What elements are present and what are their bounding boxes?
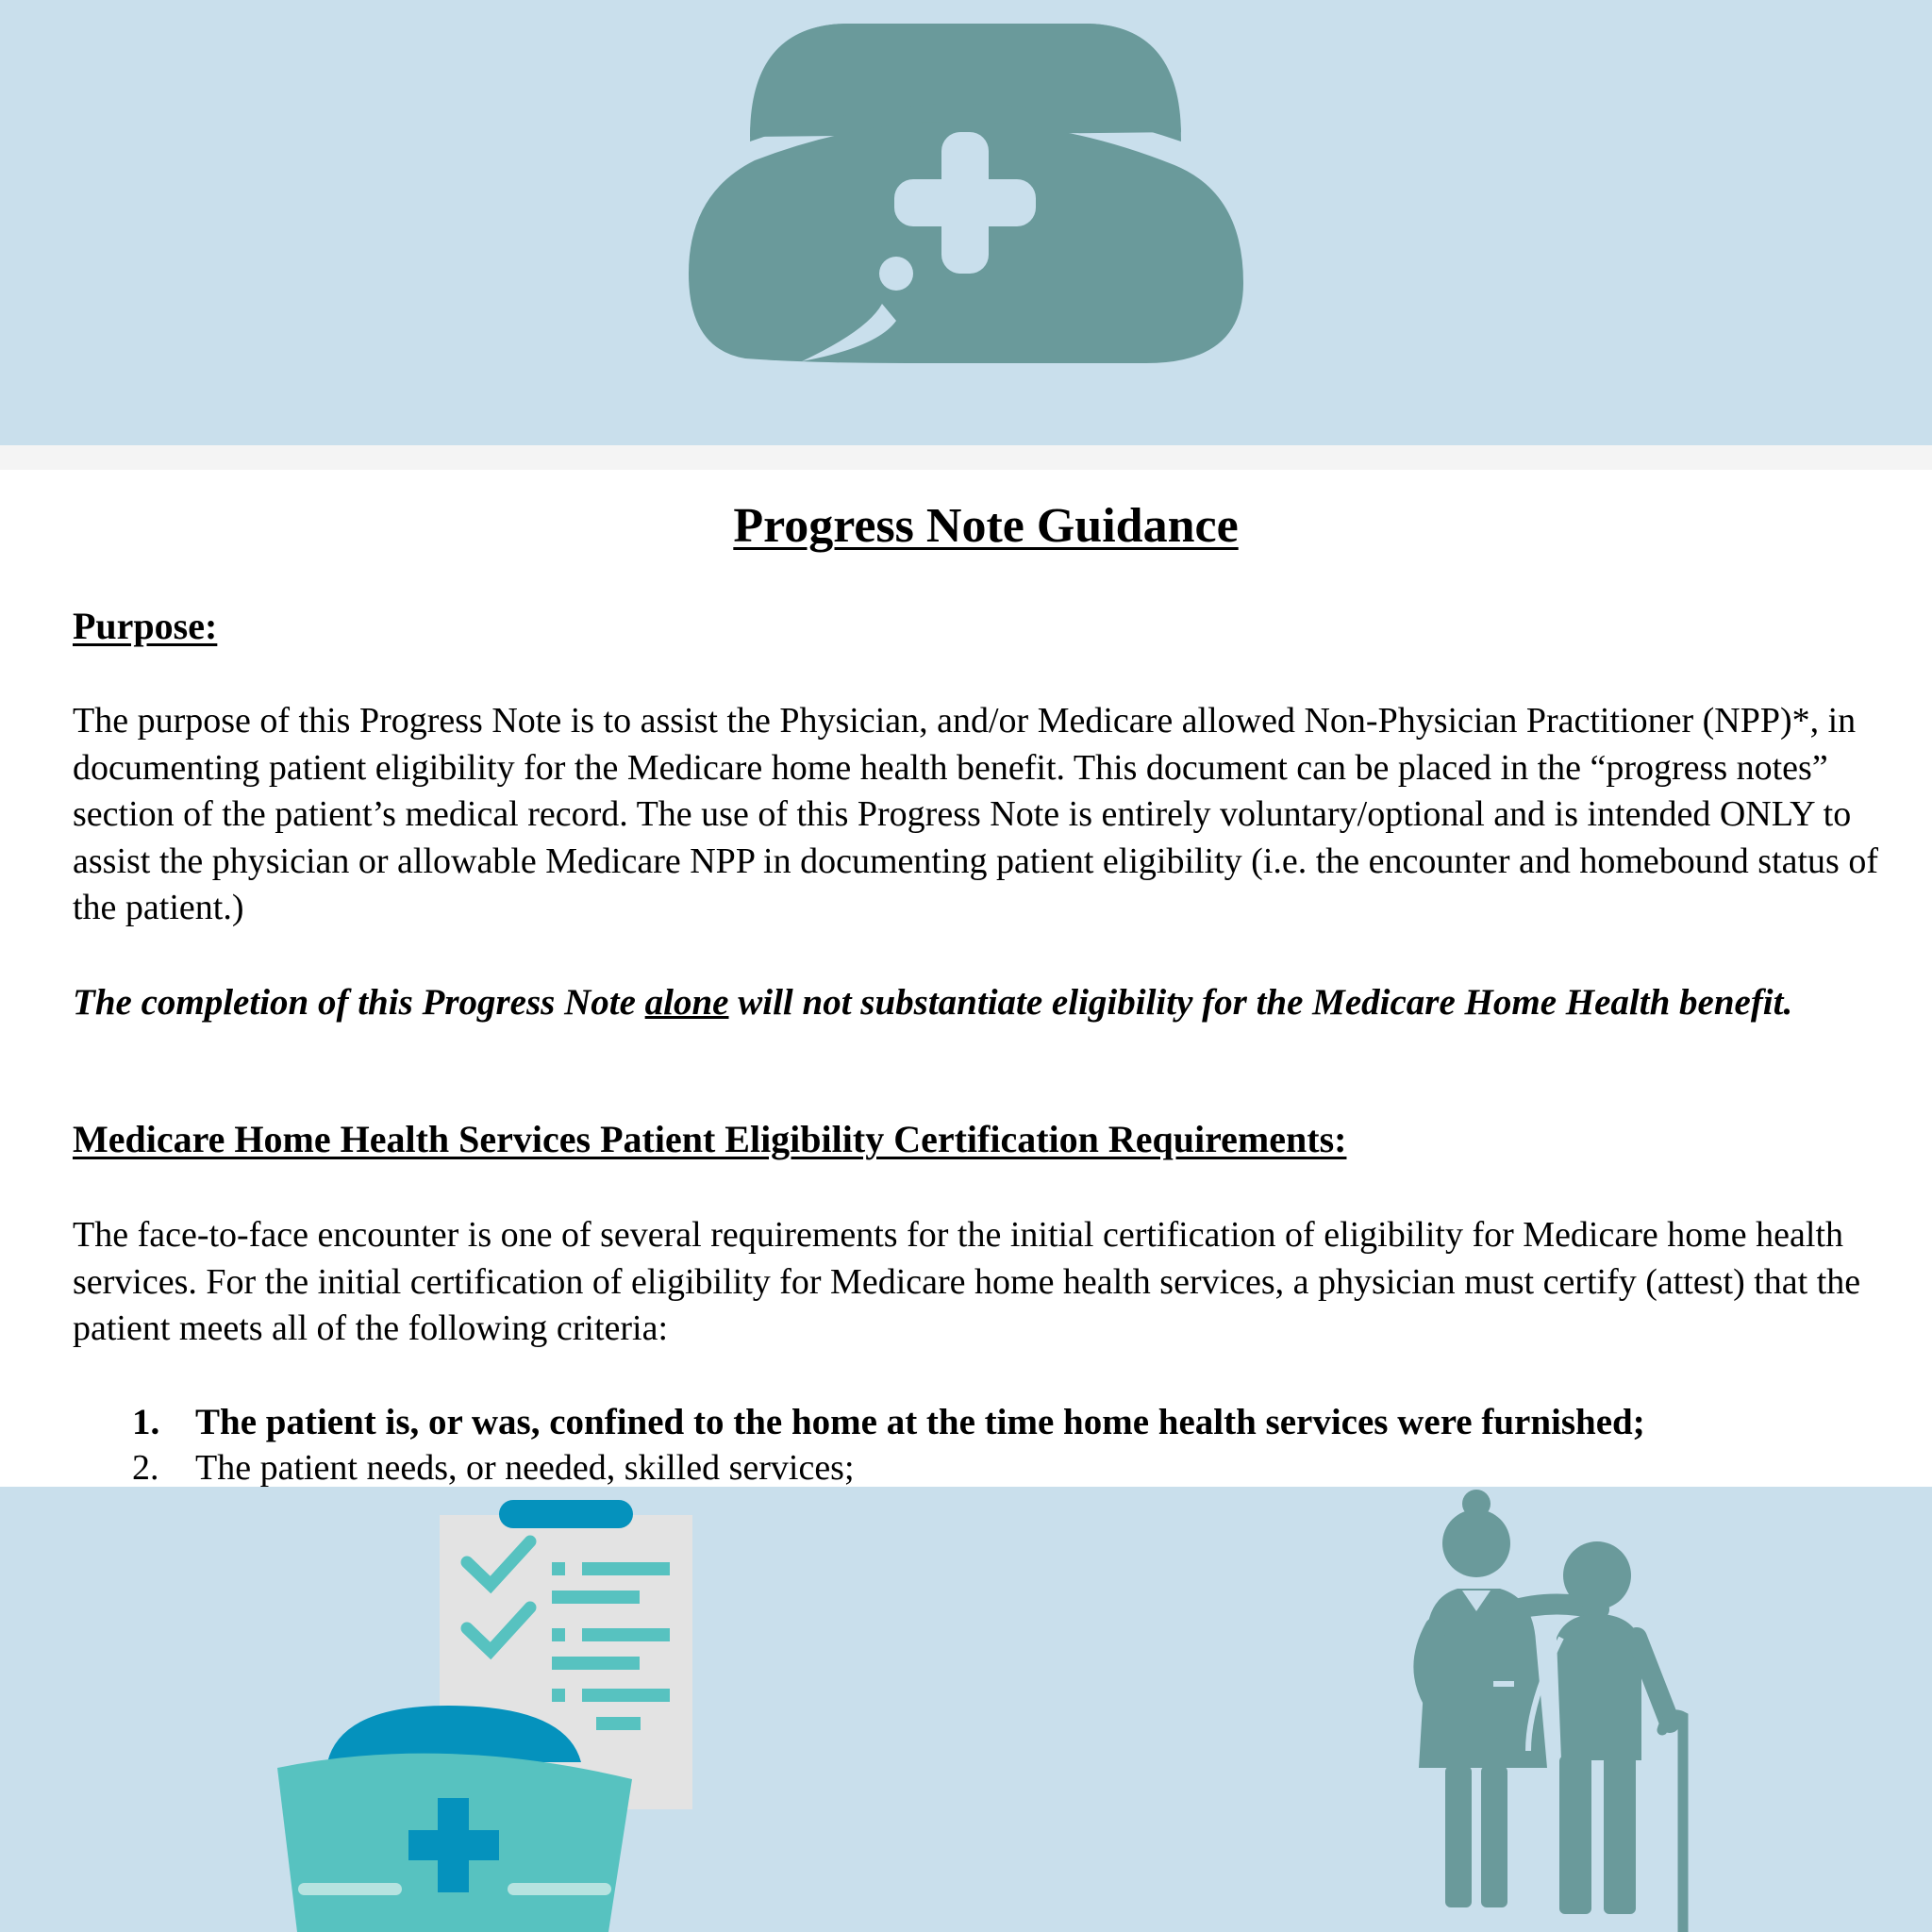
purpose-paragraph: The purpose of this Progress Note is to assist the Physician, and/or Medicare allowed Non-Physician Practitioner (NPP)*, in documenting patient eligibility for the Medicare home health benefit. This document can be placed in the “progress notes” section of the patient’s medical record. The use of this Progress Note is entirely voluntary/optional and is intended ONLY to assist the physician or allowable Medicare NPP in documenting patient eligibility (i.e. the encounter and homebound status of the patient.) [73, 701, 1878, 927]
purpose-heading: Purpose: [73, 605, 218, 647]
nurse-cap-icon [0, 0, 1932, 445]
requirements-heading: Medicare Home Health Services Patient Eligibility Certification Requirements: [73, 1118, 1347, 1160]
requirements-paragraph: The face-to-face encounter is one of several requirements for the initial certification of eligibility for Medicare home health services. For the initial certification of eligibility for Medicare home health services, a physician must certify (attest) that the patient meets all of the following criteria: [73, 1215, 1861, 1348]
toolbar-strip [0, 445, 1932, 472]
criteria-text: The patient needs, or needed, skilled services; [195, 1448, 855, 1487]
criteria-item [132, 1445, 1645, 1487]
criteria-text: The patient is, or was, confined to the home at the time home health services were furnished; [195, 1402, 1645, 1442]
disclaimer-text-start: The completion of this Progress Note [73, 982, 645, 1023]
criteria-list [132, 1400, 1645, 1487]
clipboard-nurse-cap-icon [0, 1487, 849, 1932]
criteria-item [132, 1400, 1645, 1445]
criteria-number: 1. [132, 1402, 160, 1442]
bottom-banner [0, 1487, 1932, 1932]
document-page [0, 470, 1932, 1487]
disclaimer-emphasis: alone [644, 982, 729, 1023]
disclaimer-text-end: will not substantiate eligibility for the Medicare Home Health benefit. [728, 982, 1793, 1023]
caregiver-elderly-icon [1368, 1487, 1745, 1932]
document-title: Progress Note Guidance [733, 499, 1239, 553]
top-banner [0, 0, 1932, 445]
criteria-number: 2. [132, 1448, 159, 1487]
disclaimer-paragraph [73, 979, 1893, 1026]
